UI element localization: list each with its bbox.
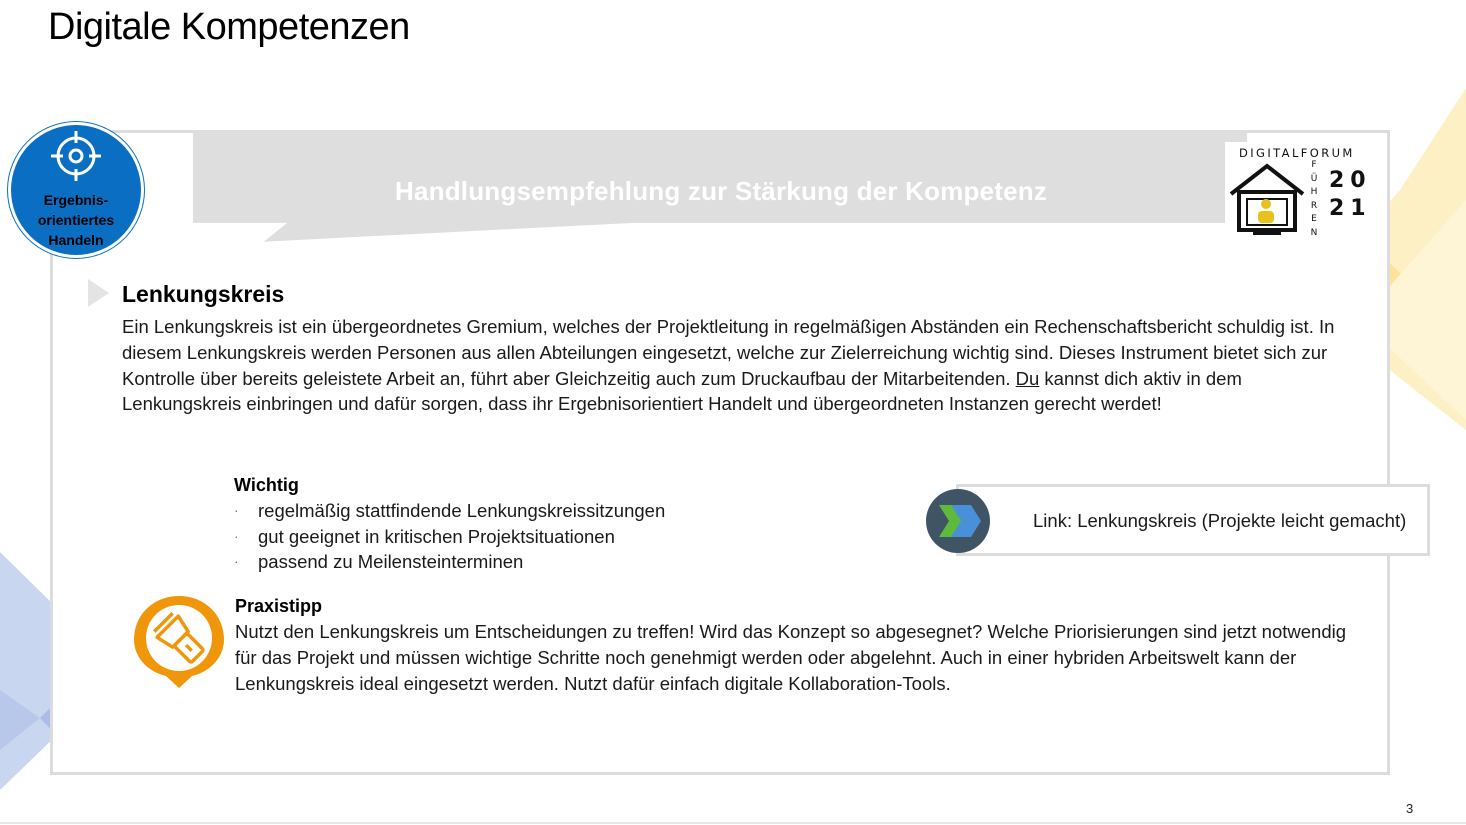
flashlight-icon <box>132 594 226 690</box>
lenkungskreis-link[interactable]: Link: Lenkungskreis (Projekte leicht gemacht) <box>1033 510 1407 531</box>
footer-divider <box>0 822 1466 824</box>
logo-year-top: 20 <box>1329 168 1372 193</box>
section-body: Ein Lenkungskreis ist ein übergeordnetes Gremium, welches der Projektleitung in regelmäßigen Abständen ein Rechenschaftsbericht schuldig ist. In diesem Lenkungskreis werden Personen aus allen Abteilungen eingesetzt, welche zur Zielerreichung wichtig sind. Dieses Instrument bietet sich zur Kontrolle über bereits geleistete Arbeit an, führt aber Gleichzeitig auch zum Druckaufbau der Mitarbeitenden. Du kannst dich aktiv in dem Lenkungskreis einbringen und dafür sorgen, dass ihr Ergebnisorientiert Handelt und übergeordneten Instanzen gerecht werdet! <box>122 316 1335 415</box>
list-item: · regelmäßig stattfindende Lenkungskreissitzungen <box>234 498 665 524</box>
underlined-du: Du <box>1015 367 1040 389</box>
wichtig-list <box>234 498 665 575</box>
page-title: Digitale Kompetenzen <box>48 6 410 48</box>
header-title: Handlungsempfehlung zur Stärkung der Kompetenz <box>395 176 1048 206</box>
competence-label: Ergebnis- orientiertes Handeln <box>37 192 115 248</box>
section-arrow-icon <box>87 278 111 308</box>
logo-top-text: DIGITALFORUM <box>1239 146 1355 160</box>
list-item: · gut geeignet in kritischen Projektsituationen <box>234 524 665 550</box>
list-item: · passend zu Meilensteinterminen <box>234 549 665 575</box>
target-icon <box>49 129 103 183</box>
digitalforum-logo <box>1225 142 1378 240</box>
wichtig-title: Wichtig <box>234 475 299 495</box>
praxistipp-body: Nutzt den Lenkungskreis um Entscheidungen zu treffen! Wird das Konzept so abgesegnet? Welche Priorisierungen sind jetzt notwendig für das Projekt und müssen wichtige Schritte noch genehmigt werden oder abgelehnt. Auch in einer hybriden Arbeitswelt kann der Lenkungskreis ideal eingesetzt werden. Nutzt dafür einfach digitale Kollaboration-Tools. <box>235 621 1347 694</box>
section-title: Lenkungskreis <box>122 281 285 307</box>
logo-vertical-text: F Ü H R E N <box>1310 160 1318 238</box>
house-presenter-icon <box>1227 162 1311 238</box>
logo-year-bottom: 21 <box>1329 196 1372 221</box>
chevron-arrows-icon <box>925 488 991 554</box>
praxistipp-title: Praxistipp <box>235 596 323 616</box>
page-number: 3 <box>1406 801 1414 816</box>
